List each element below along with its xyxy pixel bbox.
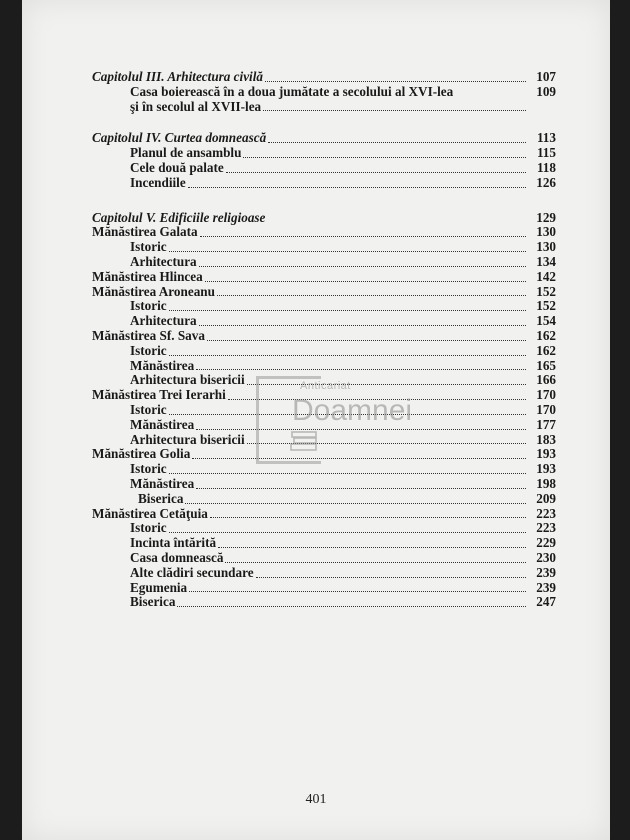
toc-entry-title: Arhitectura bisericii — [130, 431, 245, 447]
toc-entry-title: Alte clădiri secundare — [130, 564, 254, 580]
toc-entry-title: şi în secolul al XVII-lea — [130, 98, 262, 114]
toc-entry-row — [92, 225, 556, 240]
toc-entry-title: Mănăstirea Hlincea — [92, 268, 203, 284]
toc-entry-title: Arhitectura — [130, 313, 197, 329]
toc-entry-row — [92, 581, 556, 596]
toc-spacer — [92, 114, 556, 131]
toc-entry-row — [92, 477, 556, 492]
toc-entry-title: Biserica — [130, 594, 176, 610]
toc-entry-row — [92, 85, 556, 100]
toc-page-number: 130 — [536, 224, 556, 240]
toc-entry-row — [92, 462, 556, 477]
toc-entry-row — [92, 388, 556, 403]
toc-page-number: 154 — [536, 313, 556, 329]
toc-entry-row — [92, 161, 556, 176]
dot-leader — [169, 532, 526, 533]
dot-leader — [226, 172, 526, 173]
toc-entry-row — [92, 270, 556, 285]
toc-entry-title: Capitolul IV. Curtea domnească — [92, 130, 267, 146]
toc-entry-row — [92, 285, 556, 300]
toc-page-number: 223 — [536, 520, 556, 536]
toc-page-number: 170 — [536, 401, 556, 417]
dot-leader — [210, 517, 526, 518]
toc-entry-row — [92, 255, 556, 270]
dot-leader — [205, 281, 526, 282]
dot-leader — [169, 310, 526, 311]
toc-entry-row — [92, 359, 556, 374]
toc-page-number: 223 — [536, 505, 556, 521]
dot-leader — [218, 547, 526, 548]
toc-entry-title: Arhitectura bisericii — [130, 372, 245, 388]
book-page — [22, 0, 610, 840]
toc-page-number: 183 — [536, 431, 556, 447]
toc-entry-row — [92, 447, 556, 462]
toc-page-number: 239 — [536, 579, 556, 595]
toc-entry-row — [92, 566, 556, 581]
dot-leader — [256, 577, 526, 578]
toc-entry-row — [92, 100, 556, 115]
dot-leader — [169, 251, 526, 252]
toc-page-number: 152 — [536, 298, 556, 314]
toc-entry-title: Planul de ansamblu — [130, 145, 242, 161]
toc-entry-title: Istoric — [130, 239, 167, 255]
toc-page-number: 170 — [536, 387, 556, 403]
toc-entry-title: Istoric — [130, 520, 167, 536]
toc-entry-title: Mănăstirea Galata — [92, 224, 198, 240]
toc-page-number: 142 — [536, 268, 556, 284]
toc-page-number: 113 — [536, 130, 556, 146]
dot-leader — [263, 110, 526, 111]
dot-leader — [177, 606, 526, 607]
toc-entry-title: Casa boierească în a doua jumătate a secolului al XVI-lea — [130, 83, 454, 99]
toc-page-number: 115 — [536, 145, 556, 161]
toc-page-number: 166 — [536, 372, 556, 388]
toc-entry-title: Capitolul III. Arhitectura civilă — [92, 69, 263, 84]
toc-entry-title: Incinta întărită — [130, 535, 217, 551]
toc-page-number: 129 — [536, 209, 556, 225]
toc-chapter-row — [92, 131, 556, 146]
toc-entry-row — [92, 176, 556, 191]
toc-entry-row — [92, 299, 556, 314]
toc-page-number: 126 — [536, 174, 556, 190]
toc-entry-title: Mănăstirea Golia — [92, 446, 191, 462]
toc-entry-row — [92, 595, 556, 610]
toc-entry-title: Istoric — [130, 401, 167, 417]
toc-entry-row — [92, 551, 556, 566]
dot-leader — [189, 591, 526, 592]
toc-entry-row — [92, 433, 556, 448]
dot-leader — [169, 414, 526, 415]
toc-entry-row — [92, 314, 556, 329]
toc-spacer — [92, 191, 556, 211]
toc-entry-title: Mănăstirea Sf. Sava — [92, 327, 205, 343]
dot-leader — [185, 503, 526, 504]
dot-leader — [199, 325, 526, 326]
dot-leader — [247, 443, 526, 444]
toc-entry-row — [92, 240, 556, 255]
toc-entry-title: Mănăstirea Trei Ierarhi — [92, 387, 226, 403]
dot-leader — [196, 488, 526, 489]
toc-entry-row — [92, 403, 556, 418]
dot-leader — [268, 142, 526, 143]
toc-entry-row — [92, 329, 556, 344]
dot-leader — [192, 458, 526, 459]
dot-leader — [265, 81, 526, 82]
toc-page-number: 209 — [536, 490, 556, 506]
toc-page-number: 130 — [536, 239, 556, 255]
table-of-contents — [92, 70, 556, 610]
toc-entry-title: Arhitectura — [130, 253, 197, 269]
toc-page-number: 134 — [536, 253, 556, 269]
watermark-small-text: Anticariat — [300, 380, 351, 392]
toc-entry-row — [92, 418, 556, 433]
dot-leader — [228, 399, 526, 400]
toc-page-number: 107 — [536, 69, 556, 84]
toc-page-number: 165 — [536, 357, 556, 373]
toc-entry-title: Mănăstirea Cetăţuia — [92, 505, 208, 521]
toc-page-number: 198 — [536, 475, 556, 491]
toc-entry-title: Istoric — [130, 461, 167, 477]
dot-leader — [196, 429, 526, 430]
toc-page-number: 229 — [536, 535, 556, 551]
toc-page-number: 118 — [536, 159, 556, 175]
toc-entry-title: Biserica — [138, 490, 184, 506]
toc-page-number: 162 — [536, 327, 556, 343]
toc-page-number: 193 — [536, 461, 556, 477]
toc-entry-title: Istoric — [130, 298, 167, 314]
toc-entry-title: Capitolul V. Edificiile religioase — [92, 209, 266, 225]
toc-entry-title: Mănăstirea Aroneanu — [92, 283, 215, 299]
toc-entry-row — [92, 373, 556, 388]
toc-page-number: 230 — [536, 549, 556, 565]
toc-page-number: 239 — [536, 564, 556, 580]
toc-page-number: 193 — [536, 446, 556, 462]
dot-leader — [217, 295, 526, 296]
toc-entry-row — [92, 492, 556, 507]
toc-entry-title: Mănăstirea — [130, 475, 195, 491]
toc-entry-row — [92, 521, 556, 536]
toc-entry-row — [92, 146, 556, 161]
dot-leader — [243, 157, 526, 158]
toc-entry-row — [92, 344, 556, 359]
dot-leader — [247, 384, 526, 385]
toc-chapter-row — [92, 70, 556, 85]
toc-entry-title: Mănăstirea — [130, 416, 195, 432]
toc-page-number: 162 — [536, 342, 556, 358]
toc-page-number: 177 — [536, 416, 556, 432]
dot-leader — [188, 187, 526, 188]
toc-entry-title: Egumenia — [130, 579, 188, 595]
dot-leader — [196, 369, 526, 370]
toc-entry-title: Mănăstirea — [130, 357, 195, 373]
toc-page-number: 247 — [536, 594, 556, 610]
dot-leader — [207, 340, 526, 341]
toc-page-number: 152 — [536, 283, 556, 299]
dot-leader — [200, 236, 526, 237]
page-number: 401 — [305, 792, 327, 807]
toc-page-number: 109 — [536, 83, 556, 99]
toc-entry-title: Cele două palate — [130, 159, 224, 175]
toc-entry-row — [92, 507, 556, 522]
toc-entry-title: Istoric — [130, 342, 167, 358]
dot-leader — [169, 473, 526, 474]
toc-entry-title: Casa domnească — [130, 549, 224, 565]
dot-leader — [225, 562, 526, 563]
watermark-big-text: Doamnei — [292, 394, 413, 427]
toc-entry-row — [92, 536, 556, 551]
toc-entry-title: Incendiile — [130, 174, 186, 190]
dot-leader — [199, 266, 526, 267]
toc-chapter-row — [92, 211, 556, 226]
dot-leader — [169, 355, 526, 356]
